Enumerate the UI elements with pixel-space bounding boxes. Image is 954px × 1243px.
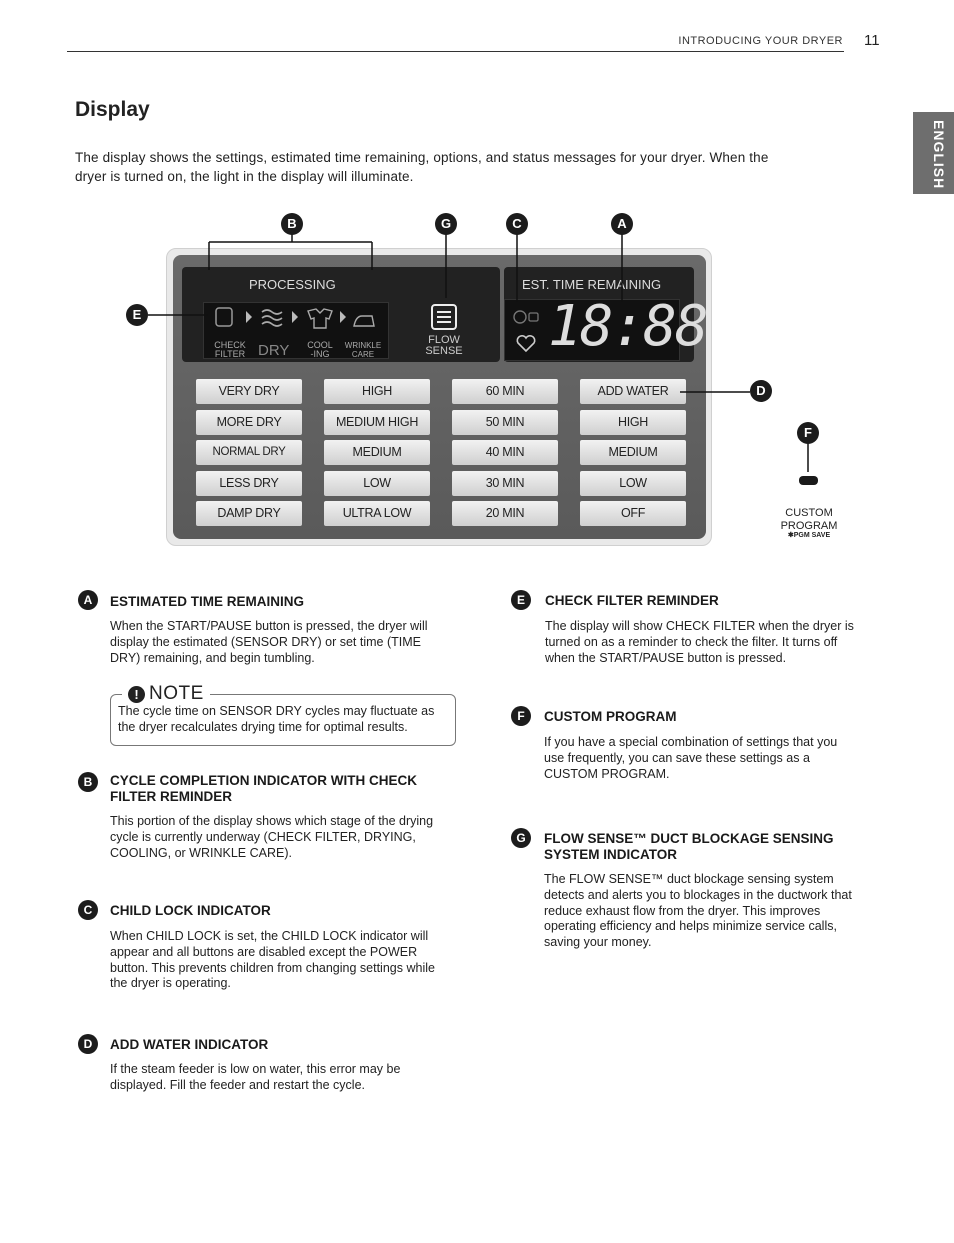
panel-button-col4-1[interactable]: ADD WATER: [580, 379, 686, 404]
est-time-label: EST. TIME REMAINING: [522, 277, 662, 292]
intro-paragraph: The display shows the settings, estimated time remaining, options, and status messages for your dryer. When the dryer is turned on, the light in the display will illuminate.: [75, 150, 769, 184]
section-title: Display: [75, 98, 150, 121]
time-digits: 18:88: [548, 294, 707, 359]
item-g-body: The FLOW SENSE™ duct blockage sensing system detects and alerts you to blockages in the ductwork that reduce exhaust flow from the dryer. This improves operating efficiency and helps minimize service calls, saving your money.: [544, 872, 852, 950]
panel-button-col3-2[interactable]: 50 MIN: [452, 410, 558, 435]
note-header: [122, 683, 210, 705]
item-e-body: The display will show CHECK FILTER when the dryer is turned on as a reminder to check the filter. It turns off when the START/PAUSE button is pressed.: [545, 619, 854, 665]
running-header: INTRODUCING YOUR DRYER: [678, 35, 843, 47]
item-b-body: This portion of the display shows which stage of the drying cycle is currently underway (CHECK FILTER, DRYING, COOLING, or WRINKLE CARE).: [110, 814, 434, 860]
panel-button-col4-4[interactable]: LOW: [580, 471, 686, 496]
arrow-right-icon: [246, 311, 252, 323]
language-tab: [913, 112, 954, 194]
item-b-title: CYCLE COMPLETION INDICATOR WITH CHECK FILTER REMINDER: [110, 773, 417, 804]
panel-button-col3-1[interactable]: 60 MIN: [452, 379, 558, 404]
language-tab-label: ENGLISH: [931, 120, 947, 190]
panel-button-col3-4[interactable]: 30 MIN: [452, 471, 558, 496]
pgm-save-label: ✱PGM SAVE: [787, 532, 831, 539]
custom-program-label: CUSTOM PROGRAM: [780, 507, 838, 532]
wrinkle-care-label: WRINKLE CARE: [344, 341, 382, 359]
panel-button-col4-5[interactable]: OFF: [580, 501, 686, 526]
filter-icon: [216, 308, 232, 326]
arrow-right-icon: [340, 311, 346, 323]
item-f-marker: F: [511, 706, 531, 726]
exclamation-icon: !: [128, 686, 145, 703]
marker-g: G: [435, 213, 457, 235]
marker-a: A: [611, 213, 633, 235]
panel-button-col2-3[interactable]: MEDIUM: [324, 440, 430, 465]
panel-button-col3-5[interactable]: 20 MIN: [452, 501, 558, 526]
iron-icon: [354, 316, 374, 326]
cooling-label: COOL -ING: [307, 340, 333, 359]
marker-d: D: [750, 380, 772, 402]
page-number: 11: [864, 32, 880, 49]
panel-button-col4-2[interactable]: HIGH: [580, 410, 686, 435]
item-f-body: If you have a special combination of settings that you use frequently, you can save these settings as a CUSTOM PROGRAM.: [544, 735, 838, 781]
lcd-status-icons: [512, 308, 544, 354]
heart-icon: [517, 336, 534, 351]
panel-button-col2-2[interactable]: MEDIUM HIGH: [324, 410, 430, 435]
item-e-title: CHECK FILTER REMINDER: [545, 593, 719, 608]
note-title: NOTE: [149, 683, 204, 704]
panel-button-col2-5[interactable]: ULTRA LOW: [324, 501, 430, 526]
child-lock-icon: [514, 311, 526, 323]
item-e-marker: E: [511, 590, 531, 610]
panel-button-col1-1[interactable]: VERY DRY: [196, 379, 302, 404]
item-c-title: CHILD LOCK INDICATOR: [110, 903, 271, 918]
panel-button-col4-3[interactable]: MEDIUM: [580, 440, 686, 465]
lock-icon: [529, 313, 538, 321]
flow-sense-label: FLOW SENSE: [425, 334, 463, 357]
custom-program-button[interactable]: [799, 476, 818, 485]
panel-button-col2-1[interactable]: HIGH: [324, 379, 430, 404]
cycle-stage-icons: [212, 305, 382, 333]
panel-button-col1-4[interactable]: LESS DRY: [196, 471, 302, 496]
note-body: The cycle time on SENSOR DRY cycles may fluctuate as the dryer recalculates drying time for optimal results.: [118, 704, 435, 734]
item-g-title: FLOW SENSE™ DUCT BLOCKAGE SENSING SYSTEM INDICATOR: [544, 831, 834, 862]
flow-sense-icon: [430, 303, 458, 331]
item-a-body: When the START/PAUSE button is pressed, the dryer will display the estimated (SENSOR DRY) or set time (TIME DRY) remaining, and begin tumbling.: [110, 619, 428, 665]
item-d-body: If the steam feeder is low on water, this error may be displayed. Fill the feeder and restart the cycle.: [110, 1062, 401, 1092]
item-d-marker: D: [78, 1034, 98, 1054]
panel-button-col1-3[interactable]: NORMAL DRY: [196, 440, 302, 465]
panel-button-col1-2[interactable]: MORE DRY: [196, 410, 302, 435]
item-a-title: ESTIMATED TIME REMAINING: [110, 594, 304, 609]
arrow-right-icon: [292, 311, 298, 323]
panel-button-col3-3[interactable]: 40 MIN: [452, 440, 558, 465]
marker-e: E: [126, 304, 148, 326]
header-rule: [67, 51, 844, 52]
panel-button-col2-4[interactable]: LOW: [324, 471, 430, 496]
marker-f: F: [797, 422, 819, 444]
processing-label: PROCESSING: [249, 277, 336, 292]
shirt-icon: [308, 309, 332, 328]
item-g-marker: G: [511, 828, 531, 848]
marker-c: C: [506, 213, 528, 235]
item-a-marker: A: [78, 590, 98, 610]
heat-waves-icon: [262, 310, 282, 326]
item-b-marker: B: [78, 772, 98, 792]
item-c-body: When CHILD LOCK is set, the CHILD LOCK indicator will appear and all buttons are disabled except the POWER button. This prevents children from changing settings while the dryer is operating.: [110, 929, 435, 991]
item-c-marker: C: [78, 900, 98, 920]
item-d-title: ADD WATER INDICATOR: [110, 1037, 269, 1052]
check-filter-label: CHECK FILTER: [214, 340, 246, 359]
dry-label: DRY: [258, 342, 290, 359]
marker-b: B: [281, 213, 303, 235]
panel-button-col1-5[interactable]: DAMP DRY: [196, 501, 302, 526]
item-f-title: CUSTOM PROGRAM: [544, 709, 677, 724]
